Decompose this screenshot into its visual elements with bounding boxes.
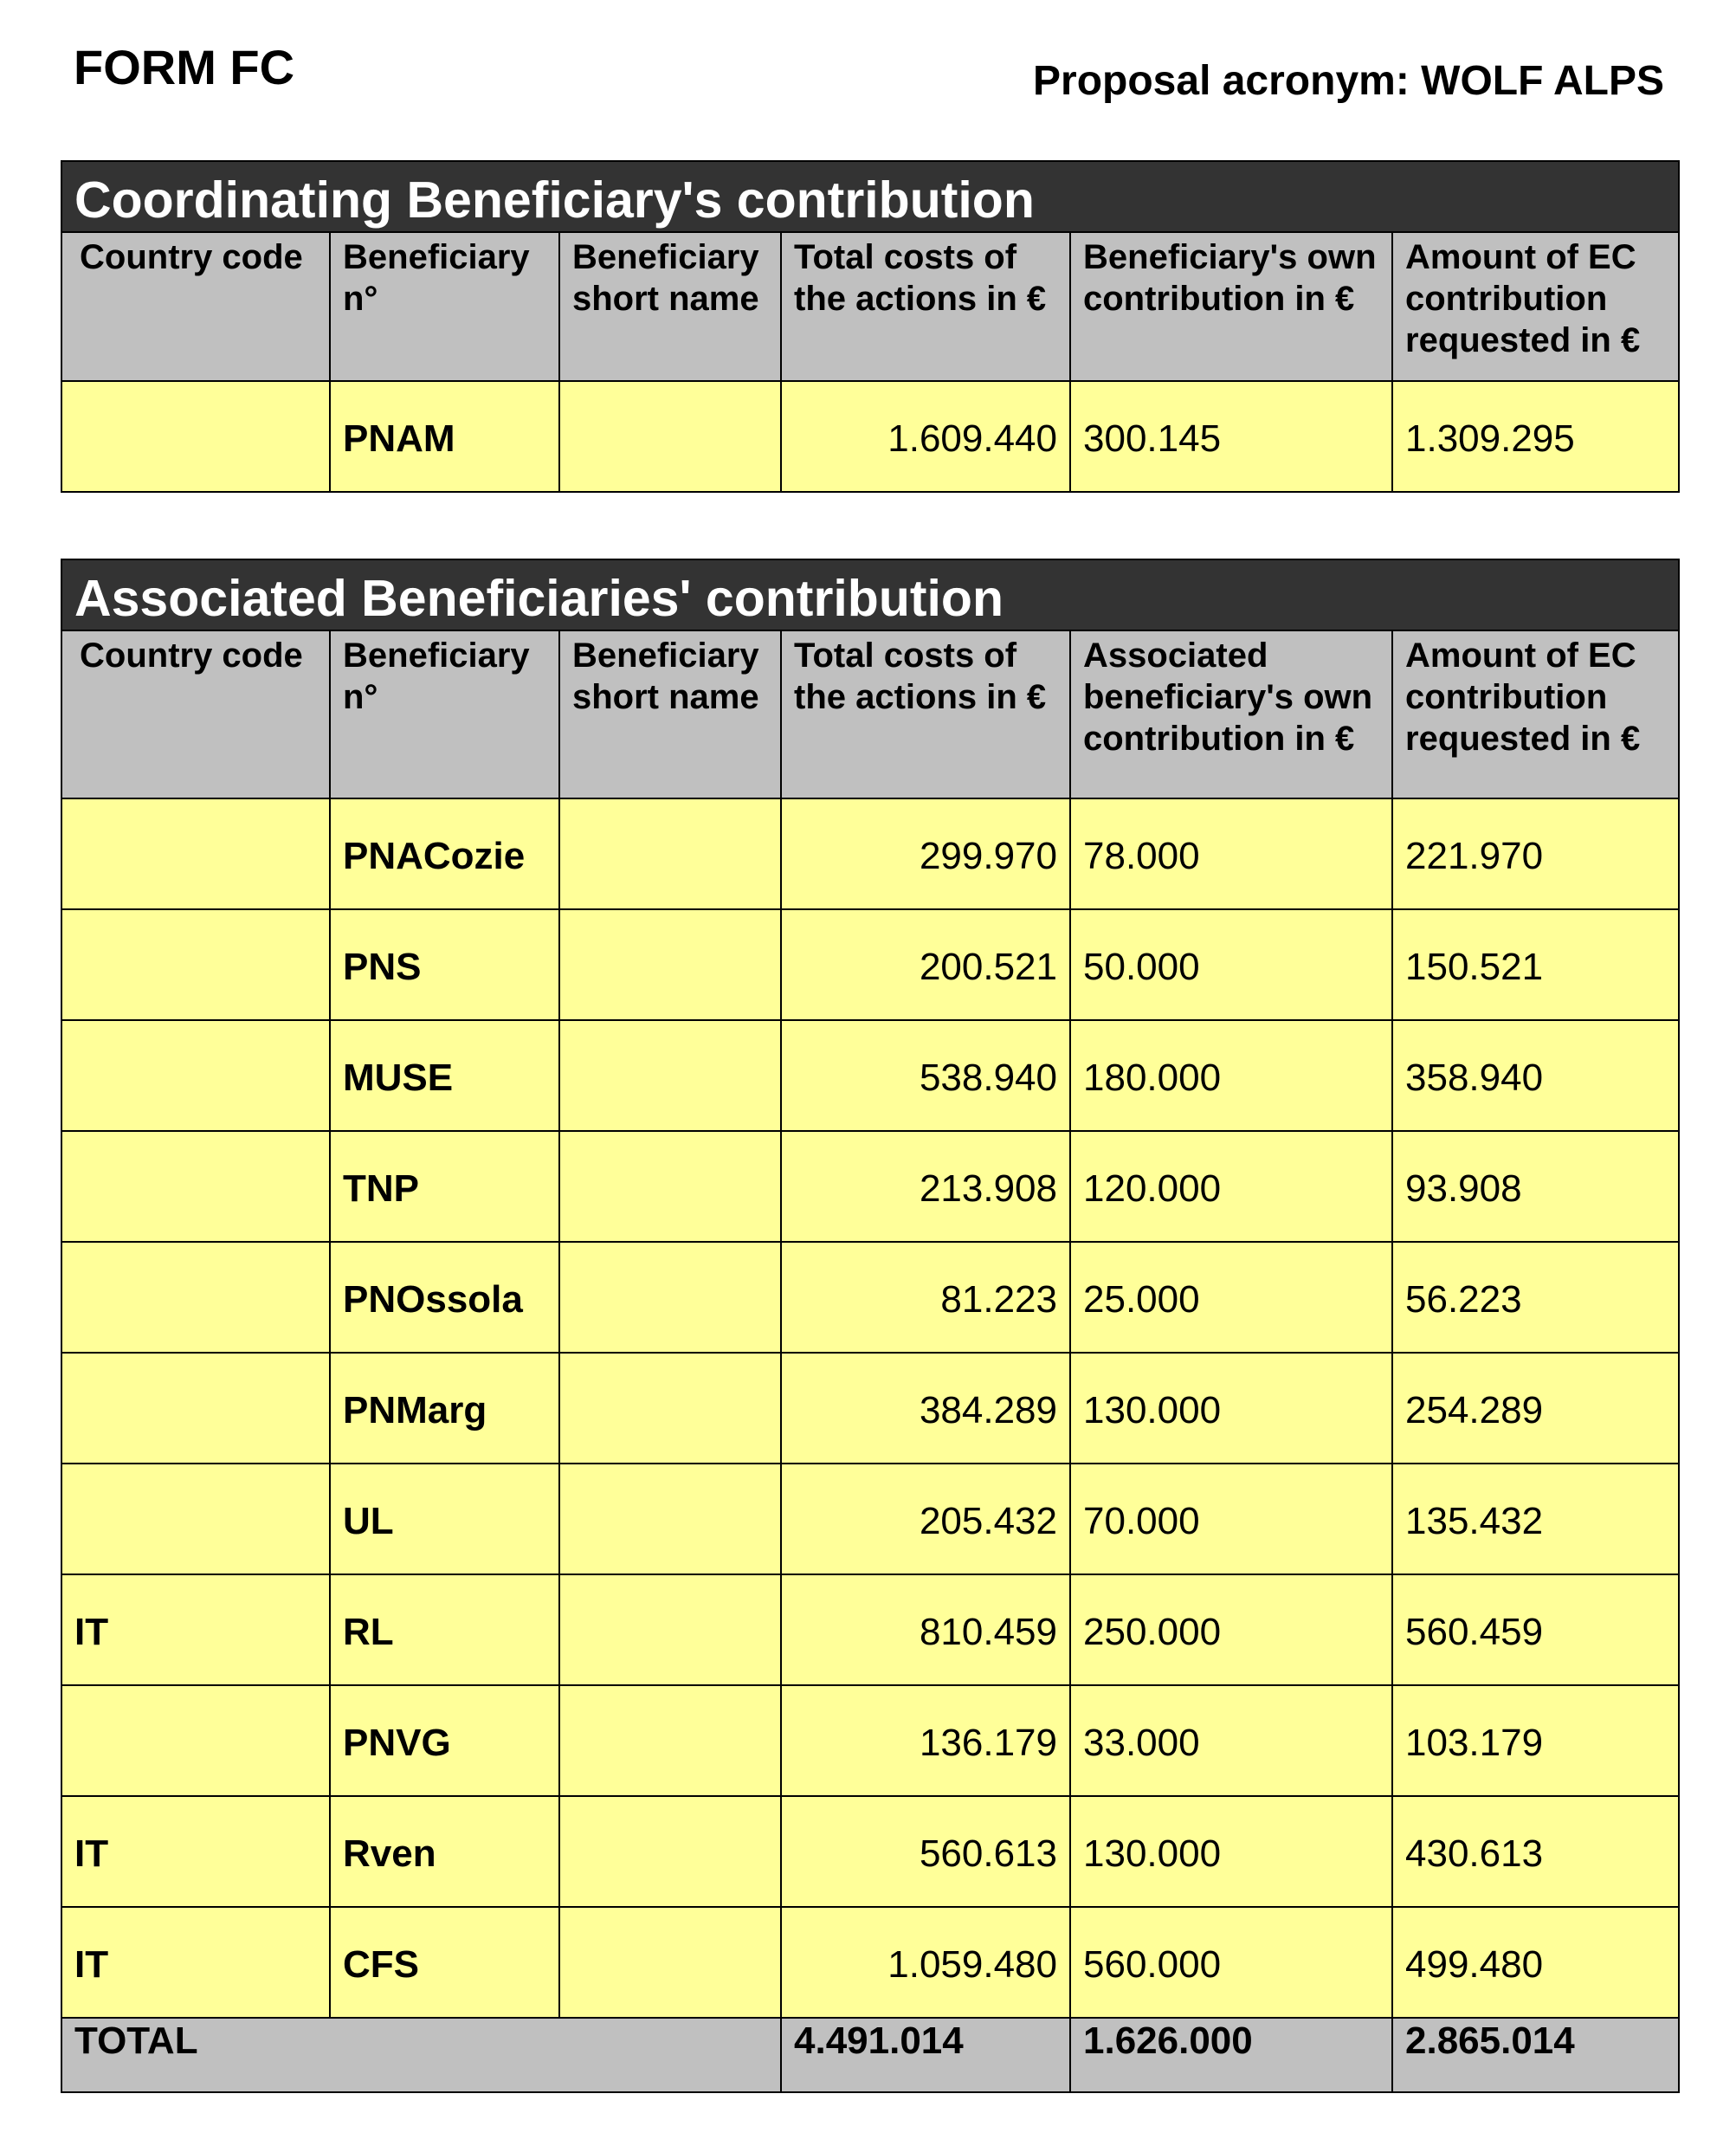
cell-short-name <box>559 1464 781 1574</box>
col-header-ec-requested: Amount of EC contribution requested in € <box>1392 630 1679 798</box>
table-row <box>61 1685 1679 1796</box>
cell-country-code <box>61 798 330 909</box>
total-ec-requested-sum: 2.865.014 <box>1392 2018 1679 2092</box>
cell-total-costs: 384.289 <box>781 1353 1070 1464</box>
col-header-country-code: Country code <box>61 630 330 798</box>
cell-own-contribution: 130.000 <box>1070 1353 1392 1464</box>
total-costs-sum: 4.491.014 <box>781 2018 1070 2092</box>
table-row <box>61 1907 1679 2018</box>
cell-beneficiary: PNVG <box>330 1685 559 1796</box>
cell-ec-requested: 358.940 <box>1392 1020 1679 1131</box>
cell-own-contribution: 250.000 <box>1070 1574 1392 1685</box>
associated-beneficiaries-table <box>61 559 1680 2093</box>
cell-country-code <box>61 1353 330 1464</box>
cell-ec-requested: 103.179 <box>1392 1685 1679 1796</box>
cell-ec-requested: 221.970 <box>1392 798 1679 909</box>
table-row <box>61 1353 1679 1464</box>
cell-country-code <box>61 1242 330 1353</box>
cell-total-costs: 810.459 <box>781 1574 1070 1685</box>
total-row <box>61 2018 1679 2092</box>
associated-section-title: Associated Beneficiaries' contribution <box>61 559 1679 630</box>
cell-ec-requested: 93.908 <box>1392 1131 1679 1242</box>
coordinating-beneficiary-table <box>61 160 1680 493</box>
proposal-acronym: Proposal acronym: WOLF ALPS <box>1033 58 1664 104</box>
form-title: FORM FC <box>74 40 295 94</box>
table-row <box>61 1131 1679 1242</box>
col-header-assoc-own-contribution: Associated beneficiary's own contribution in € <box>1070 630 1392 798</box>
cell-short-name <box>559 1574 781 1685</box>
table-row <box>61 381 1679 492</box>
cell-short-name <box>559 1796 781 1907</box>
cell-beneficiary: PNAM <box>330 381 559 492</box>
cell-beneficiary: RL <box>330 1574 559 1685</box>
cell-country-code <box>61 1020 330 1131</box>
cell-country-code: IT <box>61 1907 330 2018</box>
cell-own-contribution: 50.000 <box>1070 909 1392 1020</box>
cell-short-name <box>559 1907 781 2018</box>
cell-ec-requested: 150.521 <box>1392 909 1679 1020</box>
table-row <box>61 1242 1679 1353</box>
cell-short-name <box>559 381 781 492</box>
cell-short-name <box>559 1020 781 1131</box>
cell-ec-requested: 1.309.295 <box>1392 381 1679 492</box>
col-header-ec-requested: Amount of EC contribution requested in € <box>1392 232 1679 381</box>
cell-own-contribution: 130.000 <box>1070 1796 1392 1907</box>
cell-own-contribution: 78.000 <box>1070 798 1392 909</box>
coordinating-section-title: Coordinating Beneficiary's contribution <box>61 161 1679 232</box>
cell-ec-requested: 135.432 <box>1392 1464 1679 1574</box>
table-row <box>61 1464 1679 1574</box>
cell-beneficiary: PNS <box>330 909 559 1020</box>
cell-beneficiary: CFS <box>330 1907 559 2018</box>
col-header-country-code: Country code <box>61 232 330 381</box>
cell-short-name <box>559 1353 781 1464</box>
cell-ec-requested: 499.480 <box>1392 1907 1679 2018</box>
cell-ec-requested: 430.613 <box>1392 1796 1679 1907</box>
cell-total-costs: 136.179 <box>781 1685 1070 1796</box>
cell-own-contribution: 70.000 <box>1070 1464 1392 1574</box>
cell-own-contribution: 120.000 <box>1070 1131 1392 1242</box>
col-header-total-costs: Total costs of the actions in € <box>781 630 1070 798</box>
associated-rows <box>61 798 1679 2018</box>
cell-short-name <box>559 798 781 909</box>
col-header-beneficiary-no: Beneficiary n° <box>330 630 559 798</box>
total-label: TOTAL <box>61 2018 781 2092</box>
cell-total-costs: 200.521 <box>781 909 1070 1020</box>
cell-total-costs: 299.970 <box>781 798 1070 909</box>
total-own-contribution-sum: 1.626.000 <box>1070 2018 1392 2092</box>
cell-total-costs: 1.059.480 <box>781 1907 1070 2018</box>
cell-total-costs: 205.432 <box>781 1464 1070 1574</box>
table-row <box>61 1574 1679 1685</box>
col-header-short-name: Beneficiary short name <box>559 232 781 381</box>
cell-own-contribution: 180.000 <box>1070 1020 1392 1131</box>
cell-own-contribution: 25.000 <box>1070 1242 1392 1353</box>
cell-ec-requested: 560.459 <box>1392 1574 1679 1685</box>
cell-total-costs: 560.613 <box>781 1796 1070 1907</box>
cell-total-costs: 538.940 <box>781 1020 1070 1131</box>
cell-beneficiary: Rven <box>330 1796 559 1907</box>
cell-total-costs: 213.908 <box>781 1131 1070 1242</box>
cell-own-contribution: 560.000 <box>1070 1907 1392 2018</box>
cell-ec-requested: 254.289 <box>1392 1353 1679 1464</box>
cell-short-name <box>559 1131 781 1242</box>
col-header-total-costs: Total costs of the actions in € <box>781 232 1070 381</box>
cell-short-name <box>559 909 781 1020</box>
cell-own-contribution: 33.000 <box>1070 1685 1392 1796</box>
cell-country-code <box>61 1464 330 1574</box>
table-row <box>61 1796 1679 1907</box>
cell-beneficiary: PNMarg <box>330 1353 559 1464</box>
table-row <box>61 1020 1679 1131</box>
cell-beneficiary: MUSE <box>330 1020 559 1131</box>
cell-total-costs: 1.609.440 <box>781 381 1070 492</box>
cell-country-code: IT <box>61 1796 330 1907</box>
cell-country-code: IT <box>61 1574 330 1685</box>
table-row <box>61 798 1679 909</box>
cell-country-code <box>61 1131 330 1242</box>
cell-country-code <box>61 909 330 1020</box>
cell-country-code <box>61 1685 330 1796</box>
table-row <box>61 909 1679 1020</box>
cell-beneficiary: UL <box>330 1464 559 1574</box>
col-header-short-name: Beneficiary short name <box>559 630 781 798</box>
cell-short-name <box>559 1242 781 1353</box>
cell-country-code <box>61 381 330 492</box>
col-header-own-contribution: Beneficiary's own contribution in € <box>1070 232 1392 381</box>
cell-total-costs: 81.223 <box>781 1242 1070 1353</box>
cell-beneficiary: TNP <box>330 1131 559 1242</box>
cell-short-name <box>559 1685 781 1796</box>
cell-beneficiary: PNOssola <box>330 1242 559 1353</box>
cell-own-contribution: 300.145 <box>1070 381 1392 492</box>
col-header-beneficiary-no: Beneficiary n° <box>330 232 559 381</box>
cell-ec-requested: 56.223 <box>1392 1242 1679 1353</box>
cell-beneficiary: PNACozie <box>330 798 559 909</box>
